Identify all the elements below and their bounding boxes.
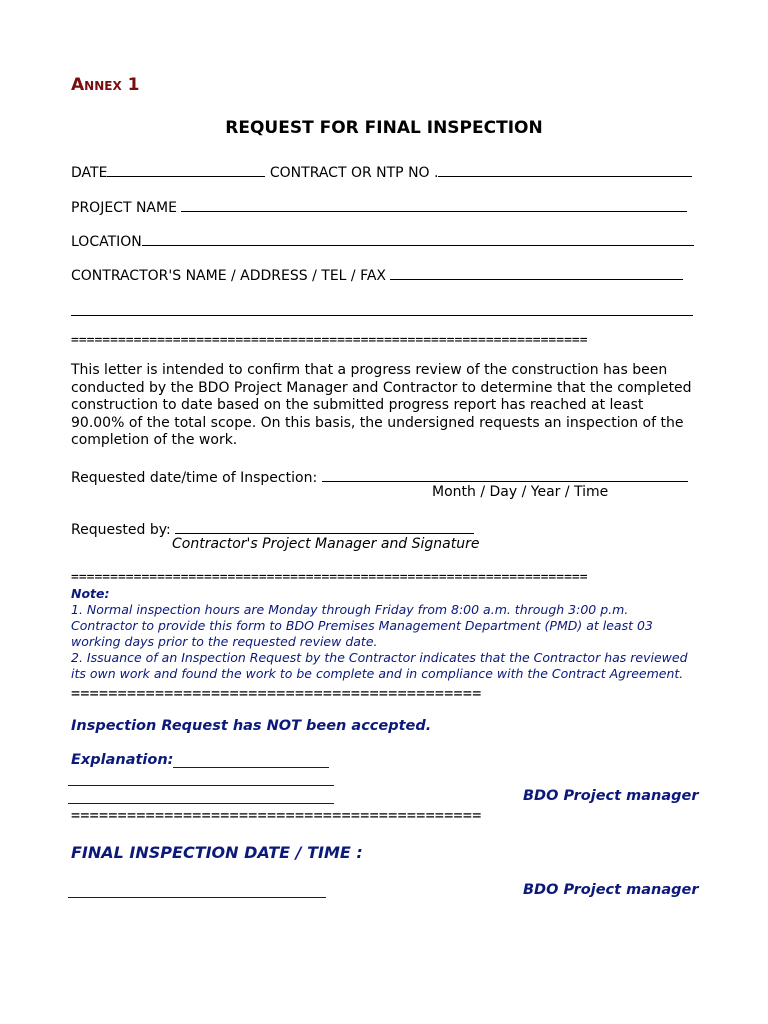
bdo-pm-signature-2: BDO Project manager [523,882,699,898]
requested-by-hint: Contractor's Project Manager and Signature [172,536,480,552]
paragraph-line: This letter is intended to confirm that a progress review of the construction has been [71,362,668,378]
project-row [71,197,687,216]
paragraph-line: construction to date based on the submitted progress report has reached at least [71,397,644,413]
location-blank[interactable] [142,231,694,246]
paragraph-line: conducted by the BDO Project Manager and Contractor to determine that the completed [71,379,692,396]
project-blank[interactable] [181,197,687,212]
requested-date-label: Requested date/time of Inspection: [71,470,318,486]
contractor-blank[interactable] [390,265,683,280]
contract-blank[interactable] [438,162,692,177]
requested-by-blank[interactable] [175,519,474,534]
note-line: working days prior to the requested review date. [71,634,378,649]
explanation-blank[interactable] [173,767,329,768]
explanation-blank-2[interactable] [68,785,334,786]
contract-label: CONTRACT OR NTP NO . [269,165,439,181]
date-contract-row [71,162,692,181]
paragraph-line: 90.00% of the total scope. On this basis, the undersigned requests an inspection of the [71,414,684,431]
contractor-extra-blank[interactable] [71,315,693,316]
note-line: 2. Issuance of an Inspection Request by the Contractor indicates that the Contractor has reviewed [71,650,688,665]
body-paragraph [71,362,691,450]
separator-3: ============================================ [71,684,482,702]
requested-by-label: Requested by: [71,522,171,538]
bdo-pm-signature-1: BDO Project manager [523,788,699,804]
note-title: Note: [71,586,110,601]
separator-4: ============================================ [71,806,482,824]
form-title: REQUEST FOR FINAL INSPECTION [225,118,543,138]
separator-2: ================================================================== [71,570,588,585]
not-accepted-text: Inspection Request has NOT been accepted. [71,718,432,734]
date-format-hint: Month / Day / Year / Time [432,484,609,500]
separator-1: ================================================================== [71,333,588,348]
note-line: Contractor to provide this form to BDO Premises Management Department (PMD) at least 03 [71,618,653,633]
contractor-row [71,265,683,284]
project-label: PROJECT NAME [71,200,177,216]
note-block [71,586,688,682]
explanation-label: Explanation: [71,752,174,768]
date-label: DATE [71,165,108,181]
contractor-label: CONTRACTOR'S NAME / ADDRESS / TEL / FAX [71,268,387,284]
date-blank[interactable] [107,162,265,177]
note-line: its own work and found the work to be complete and in compliance with the Contract Agreement. [71,666,684,681]
annex-heading: Annex 1 [71,75,140,95]
note-line: 1. Normal inspection hours are Monday through Friday from 8:00 a.m. through 3:00 p.m. [71,602,629,617]
final-inspection-blank[interactable] [68,897,326,898]
location-label: LOCATION [71,234,142,250]
explanation-blank-3[interactable] [68,803,334,804]
location-row [71,231,694,250]
final-inspection-label: FINAL INSPECTION DATE / TIME : [71,843,363,862]
requested-date-blank[interactable] [322,467,688,482]
paragraph-line: completion of the work. [71,432,238,448]
